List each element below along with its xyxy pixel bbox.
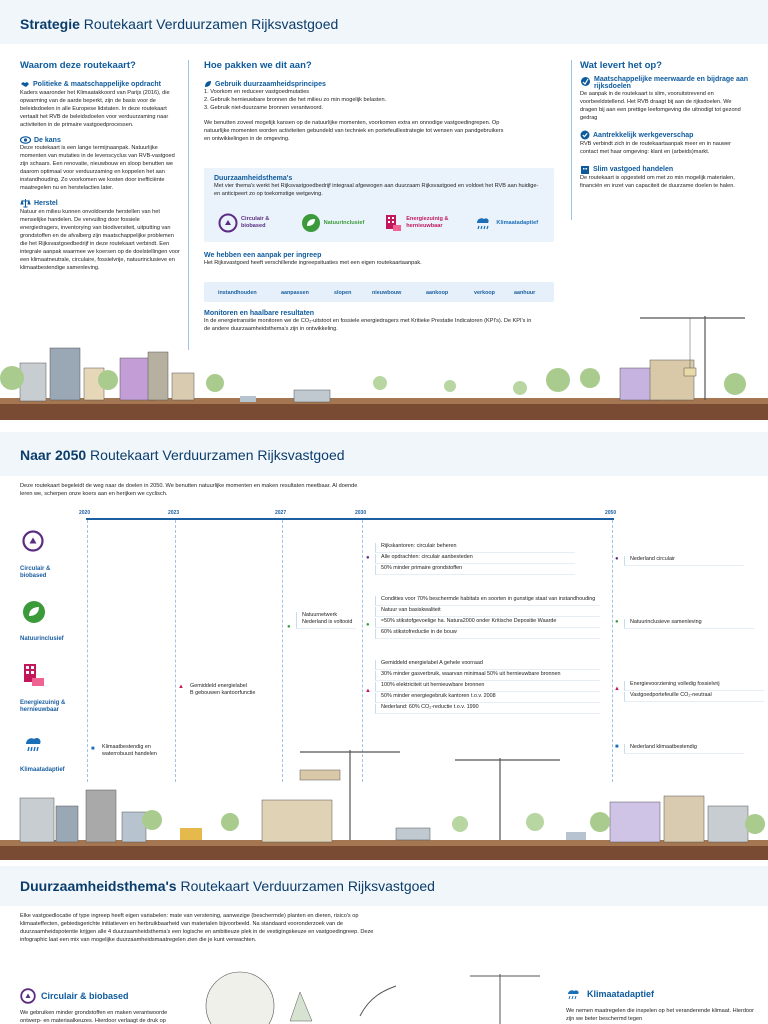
leaf-icon: [204, 80, 212, 88]
section-themas-title: [20, 878, 435, 894]
handshake-icon: [20, 80, 30, 89]
marker-2030-energie: ▲: [365, 688, 371, 694]
block-opdracht-text: Kaders waaronder het Klimaatakkoord van Parijs (2016), die opwarming van de aarde beperkt, zijn de basis voor de beleidsdoelen in alle Europese lidstaten. In deze routekaart vertaalt het RVB de beleidsdoelen voor verduurzaming naar activiteiten in de primaire vastgoedprocessen.: [20, 90, 170, 128]
goal-2027-natuur: [296, 612, 356, 630]
goal-2050-circulair: [624, 556, 744, 567]
block-title: Maatschappelijke meerwaarde en bijdrage aan rijksdoelen: [594, 76, 749, 90]
block-title: Herstel: [34, 199, 58, 207]
block-herstel-text: Natuur en milieu kunnen onvoldoende herstellen van het menselijke handelen. De vervuiling door fossiele energiedragers, inventorying van biodiversiteit, uitputting van grondstoffen en de afvalberg zijn maatschappelijke problemen die het Rijksvastgoedbedrijf in deze routekaart verbindt. Een integrale aanpak waarmee we koersen op de doelstellingen voor een klimaatneutrale, circulaire, fossielvrije, natuurinclusieve en klimaatbestendige samenleving.: [20, 209, 180, 271]
goal-2023-energie: [190, 683, 280, 697]
theme-circulair: [218, 213, 293, 233]
goals-2030-natuur: [375, 596, 600, 640]
block-value-text: De aanpak in de routekaart is slim, vooruitstrevend en voorbeeldstellend. Het RVB draagt bij aan de rijksdoelen. We dragen bij aan een prettige leefomgeving die uitnodigt tot gezond gedrag: [580, 91, 741, 121]
year-2050: 2050: [605, 510, 617, 516]
nature-icon: [22, 600, 46, 624]
col-what-heading: Wat levert het op?: [580, 60, 662, 71]
landscape-illustration-2: [0, 740, 768, 860]
climate-icon: [566, 986, 582, 1002]
goal-item: ≈50% stikstofgevoelige ha. Natura2000 onder Kritische Depositie Waarde: [375, 618, 600, 628]
title-rest: Routekaart Verduurzamen Rijksvastgoed: [176, 878, 435, 894]
approach-block: [204, 252, 554, 267]
theme-energie: [383, 213, 465, 233]
phase-aanpassen: aanpassen: [281, 290, 309, 296]
row-label-energie: Energiezuinig & hernieuwbaar: [20, 700, 66, 713]
goal-item: 100% elektriciteit uit hernieuwbare bronnen: [375, 682, 600, 692]
goal-item: Gemiddeld energielabel A gehele voorraad: [375, 660, 600, 670]
theme-klimaat: [473, 213, 548, 233]
goal-item: B gebouwen kantoorfunctie: [190, 690, 256, 696]
section-strategie-title: [20, 16, 338, 32]
year-2020: 2020: [79, 510, 91, 516]
block-herstel-title: [20, 198, 180, 208]
theme-label: Energiezuinig & hernieuwbaar: [406, 216, 449, 229]
goal-item: Nederland klimaatbestendig: [624, 744, 744, 754]
principle-2: 2. Gebruik hernieuwbare bronnen die het milieu zo min mogelijk belasten.: [204, 97, 387, 103]
column-divider-2: [571, 60, 572, 220]
themes-title: Duurzaamheidsthema's: [214, 175, 293, 182]
goal-item: Rijkskantoren: circulair beheren: [375, 543, 575, 553]
block-employer-title: [580, 130, 750, 140]
section-themas-intro: Elke vastgoedlocatie of type ingreep heeft eigen variabelen: mate van verstening, aanwezige (beschermde) planten en dieren, risico's op klimaateffecten, gebiedsgerichte initiatieven en herbruikbaarheid van materialen bijvoorbeeld. Na standaard vooronderzoek van de duurzaamheidspotentie krijgen alle 4 duurzaamheidsthema's een logische en ambitieuze plek in de vestigingskeuze en vastgoedingreep. Deze infographic laat een mix van mogelijke duurzaamheidsmaatregelen zien die je kunt verwachten.: [20, 913, 374, 943]
monitor-title: Monitoren en haalbare resultaten: [204, 310, 315, 317]
timeline-axis: [86, 518, 614, 520]
block-kans-title: [20, 136, 180, 144]
goal-item: Nederland circulair: [624, 556, 744, 566]
block-smart-title: [580, 164, 750, 174]
goal-item: Natuur van basiskwaliteit: [375, 607, 600, 617]
phase-verkoop: verkoop: [474, 290, 495, 296]
block-employer-text: RVB verbindt zich in de routekaartaanpak meer en in nauwer contact met haar omgeving: klant en (arbeids)markt.: [580, 141, 732, 155]
theme-label: Circulair & biobased: [241, 216, 270, 229]
phase-aankoop: aankoop: [426, 290, 449, 296]
block-title: De kans: [34, 136, 61, 144]
goal-item: 50% minder primaire grondstoffen: [375, 565, 575, 575]
themes-row: [218, 211, 548, 235]
energy-icon: [383, 213, 403, 233]
col-what: [580, 60, 750, 190]
landscape-illustration-1: [0, 308, 768, 420]
theme-natuur: [301, 213, 376, 233]
energy-icon: [22, 662, 46, 690]
goal-item: Alle opdrachten: circulair aanbesteden: [375, 554, 575, 564]
marker-2050-natuur: ●: [615, 619, 619, 625]
circular-icon: [218, 213, 238, 233]
row-label-natuur: Natuurinclusief: [20, 636, 64, 642]
goals-2030-circulair: [375, 543, 575, 576]
theme-left-text: We gebruiken minder grondstoffen en maken verantwoorde ontwerp- en materiaalkeuzes. Hierdoor verlaagt de druk op: [20, 1010, 168, 1024]
year-2030: 2030: [355, 510, 367, 516]
phase-slopen: slopen: [334, 290, 352, 296]
title-rest: Routekaart Verduurzamen Rijksvastgoed: [86, 447, 345, 463]
row-label-circulair: Circulair & biobased: [20, 566, 51, 579]
themes-box: [204, 168, 554, 242]
goals-2030-energie: [375, 660, 600, 715]
building-icon: [580, 164, 590, 174]
nature-icon: [301, 213, 321, 233]
block-opdracht-title: [20, 80, 180, 89]
monitor-text: In de energietransitie monitoren we de CO₂-uitstoot en fossiele energiedragers met Kritieke Prestatie Indicatoren (KPI's). De KPI's in de andere duurzaamheidsthema's zijn in ontwikkeling.: [204, 318, 532, 332]
principles-title: [204, 80, 559, 88]
block-kans-text: Deze routekaart is een lange termijnaanpak. Natuurlijke momenten van mutaties in de levenscyclus van RVB-vastgoed zijn schaars. Een renovatie, nieuwbouw en sloop benutten we daarom optimaal voor verduurzaming en koppelen het aan instandhouding. Zo voorkomen we kosten door inefficiënte maatregelen nu en herstelacties later.: [20, 145, 175, 191]
goal-item: Natuurnetwerk Nederland is voltooid: [296, 612, 356, 629]
block-title: Politieke & maatschappelijke opdracht: [33, 81, 161, 88]
block-title: Slim vastgoed handelen: [593, 165, 674, 173]
themes-text: Met vier thema's werkt het Rijksvastgoedbedrijf integraal afgewogen aan duurzaam Rijksvastgoed en voldoet het RVB aan huidige- en anticipeert zo op toekomstige wetgeving.: [214, 183, 539, 197]
goal-2050-energie: [624, 681, 764, 703]
value-icon: [580, 76, 591, 87]
climate-icon: [473, 213, 493, 233]
eye-icon: [20, 136, 31, 144]
col-why-heading: Waarom deze routekaart?: [20, 60, 136, 71]
check-icon: [580, 130, 590, 140]
goal-item: Nederland: 60% CO₂-reductie t.o.v. 1990: [375, 704, 600, 714]
theme-left-label: Circulair & biobased: [41, 991, 129, 1001]
title-rest: Routekaart Verduurzamen Rijksvastgoed: [79, 16, 339, 32]
section-2050-title: [20, 447, 345, 463]
marker-2050-klimaat: ■: [615, 744, 619, 750]
goal-item: 50% minder energiegebruik kantoren t.o.v. 2008: [375, 693, 600, 703]
marker-2020-klimaat: ■: [91, 746, 95, 752]
goal-item: waterrobuust handelen: [102, 751, 157, 757]
title-bold: Naar 2050: [20, 447, 87, 463]
goal-item: Gemiddeld energielabel: [190, 683, 247, 689]
approach-text: Het Rijksvastgoed heeft verschillende ingreepsituaties met een eigen routekaartaanpak.: [204, 260, 422, 266]
block-smart-text: De routekaart is opgesteld om met zo min mogelijk materialen, financiën en inzet van capaciteit de duurzame doelen te halen.: [580, 175, 735, 189]
marker-2030-circulair: ●: [366, 555, 370, 561]
theme-label: Natuurinclusief: [323, 220, 365, 226]
theme-label: Klimaatadaptief: [496, 220, 539, 226]
column-divider-1: [188, 60, 189, 350]
col-how-heading: Hoe pakken we dit aan?: [204, 60, 312, 71]
goal-item: Condities voor 70% beschermde habitats en soorten in gunstige staat van instandhouding: [375, 596, 600, 606]
row-label-klimaat: Klimaatadaptief: [20, 767, 65, 773]
phase-nieuwbouw: nieuwbouw: [372, 290, 402, 296]
year-2023: 2023: [168, 510, 180, 516]
themes-globe-illustration: [200, 966, 560, 1024]
block-value-title: [580, 76, 750, 90]
theme-right-text: We nemen maatregelen die inspelen op het veranderende klimaat. Hierdoor zijn we beter beschermd tegen: [566, 1008, 755, 1022]
goal-item: 30% minder gasverbruik, waarvan minimaal 50% uit hernieuwbare bronnen: [375, 671, 600, 681]
circular-icon: [22, 530, 44, 552]
theme-right-block: [566, 986, 756, 1023]
title-bold: Strategie: [20, 16, 80, 32]
how-intro: We benutten zoveel mogelijk kansen op de natuurlijke momenten, voorkomen extra en onnodige vastgoedingrepen. Op natuurlijke momenten worden activiteiten gebundeld van techniek en portefeuillestrategie tot wensen van pandgebruikers en ontwikkelingen in de omgeving.: [204, 120, 504, 142]
phase-instandhouden: instandhouden: [218, 290, 257, 296]
marker-2050-circulair: ●: [615, 556, 619, 562]
theme-right-label: Klimaatadaptief: [587, 989, 655, 999]
principle-1: 1. Voorkom en reduceer vastgoedmutaties: [204, 89, 310, 95]
marker-2027-natuur: ●: [287, 624, 291, 630]
row-icon-energie: [22, 662, 46, 695]
block-title: Aantrekkelijk werkgeverschap: [593, 131, 694, 139]
phase-aanhuur: aanhuur: [514, 290, 536, 296]
year-2027: 2027: [275, 510, 287, 516]
approach-title: We hebben een aanpak per ingreep: [204, 252, 322, 259]
marker-2050-energie: ▲: [614, 686, 620, 692]
principles-title-text: Gebruik duurzaamheidsprincipes: [215, 80, 326, 88]
theme-left-block: [20, 988, 190, 1024]
row-icon-circulair: [22, 530, 44, 557]
title-bold: Duurzaamheidsthema's: [20, 878, 177, 894]
goal-item: 60% stikstofreductie in de bouw: [375, 629, 600, 639]
goal-item: Natuurinclusieve samenleving: [624, 619, 754, 629]
goal-item: Energievoorziening volledig fossielvrij: [624, 681, 764, 691]
goal-item: Vastgoedportefeuille CO₂-neutraal: [624, 692, 764, 702]
principle-3: 3. Gebruik niet-duurzame bronnen verantwoord.: [204, 105, 324, 111]
balance-icon: [20, 198, 31, 208]
goal-2050-natuur: [624, 619, 754, 630]
goal-item: Klimaatbestendig en: [102, 744, 151, 750]
row-icon-natuur: [22, 600, 46, 629]
section-2050-intro: Deze routekaart begeleidt de weg naar de doelen in 2050. We benutten natuurlijke momenten en maken resultaten meetbaar. Al doende leren we, scherpen onze koers aan en herijken we cyclisch.: [20, 483, 358, 497]
marker-2030-natuur: ●: [366, 622, 370, 628]
col-why: [20, 60, 180, 272]
marker-2023-energie: ▲: [178, 684, 184, 690]
col-how: [204, 60, 559, 143]
circular-icon: [20, 988, 36, 1004]
